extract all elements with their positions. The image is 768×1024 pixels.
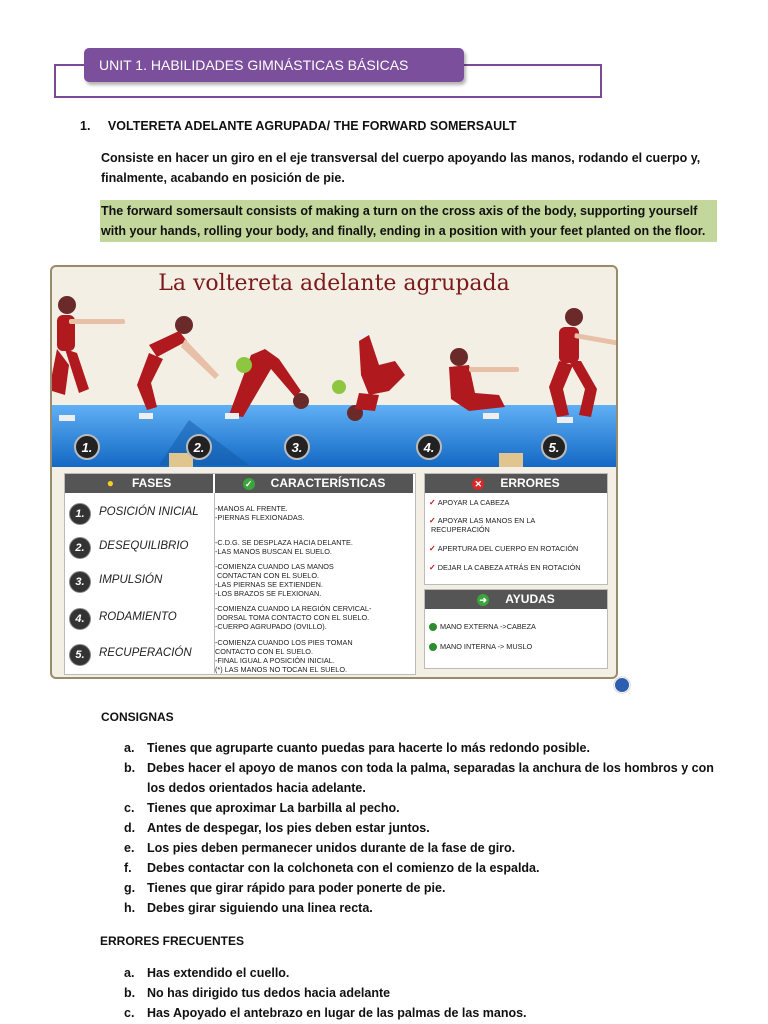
- fases-header: ● FASES: [65, 474, 213, 493]
- list-item: a. Has extendido el cuello.: [124, 966, 290, 980]
- aid-item: MANO EXTERNA ->CABEZA: [429, 622, 536, 631]
- svg-text:1.: 1.: [81, 440, 93, 455]
- list-item: c. Tienes que aproximar La barbilla al pecho.: [124, 801, 400, 815]
- phase-number: 1.: [69, 503, 91, 525]
- consignas-list: [124, 738, 719, 918]
- list-item: g. Tienes que girar rápido para poder ponerte de pie.: [124, 881, 446, 895]
- figure-title: La voltereta adelante agrupada: [158, 271, 510, 296]
- section-heading: [80, 116, 516, 136]
- check-icon: ✓: [429, 498, 436, 507]
- description-spanish: Consiste en hacer un giro en el eje transversal del cuerpo apoyando las manos, rodando el cuerpo y, finalmente, acabando en posición de pie.: [101, 151, 701, 185]
- checkmark-icon: ✓: [243, 478, 255, 490]
- close-icon: ✕: [472, 478, 484, 490]
- list-item: f. Debes contactar con la colchoneta con el comienzo de la espalda.: [124, 861, 540, 875]
- phase-name: IMPULSIÓN: [99, 574, 163, 586]
- phase-characteristics-3: -COMIENZA CUANDO LAS MANOS CONTACTAN CON EL SUELO. -LAS PIERNAS SE EXTIENDEN. -LOS BRAZOS SE FLEXIONAN.: [215, 562, 334, 598]
- caracteristicas-header: ✓ CARACTERÍSTICAS: [215, 474, 413, 493]
- check-icon: ✓: [429, 544, 436, 553]
- step-badge-3: [285, 435, 309, 459]
- error-item: ✓ APOYAR LAS MANOS EN LA RECUPERACIÓN: [429, 516, 536, 534]
- errores-frecuentes-list: [124, 963, 719, 1023]
- svg-text:4.: 4.: [423, 440, 435, 455]
- lightbulb-icon: ●: [106, 476, 114, 490]
- phases-table: [64, 473, 416, 675]
- list-item: d. Antes de despegar, los pies deben estar juntos.: [124, 821, 430, 835]
- arrow-icon: [429, 623, 437, 631]
- ayudas-header: ➜ AYUDAS: [425, 590, 607, 609]
- phase-number: 3.: [69, 571, 91, 593]
- error-item: ✓ APERTURA DEL CUERPO EN ROTACIÓN: [429, 544, 579, 553]
- phase-number: 4.: [69, 608, 91, 630]
- phase-row-3: [65, 564, 213, 600]
- step-badge-5: [542, 435, 566, 459]
- phase-row-1: [65, 496, 213, 532]
- mat: [50, 405, 618, 467]
- phase-name: DESEQUILIBRIO: [99, 540, 189, 552]
- block: [499, 453, 523, 467]
- list-item: e. Los pies deben permanecer unidos durante de la fase de giro.: [124, 841, 516, 855]
- somersault-sequence-illustration: [50, 295, 618, 475]
- phase-characteristics-4: -COMIENZA CUANDO LA REGIÓN CERVICAL- DORSAL TOMA CONTACTO CON EL SUELO. -CUERPO AGRUPADO (OVILLO).: [215, 604, 372, 631]
- phase-number: 2.: [69, 537, 91, 559]
- check-icon: ✓: [429, 563, 436, 572]
- aid-item: MANO INTERNA -> MUSLO: [429, 642, 532, 651]
- phase-characteristics-5: -COMIENZA CUANDO LOS PIES TOMAN CONTACTO CON EL SUELO. -FINAL IGUAL A POSICIÓN INICIAL. (*) LAS MANOS NO TOCAN EL SUELO.: [215, 638, 353, 674]
- consignas-heading: CONSIGNAS: [101, 710, 174, 724]
- svg-text:3.: 3.: [291, 440, 303, 455]
- phase-number: 5.: [69, 644, 91, 666]
- errores-frecuentes-heading: ERRORES FRECUENTES: [100, 934, 245, 948]
- error-item: ✓ APOYAR LA CABEZA: [429, 498, 510, 507]
- somersault-figure: [50, 265, 618, 679]
- svg-text:2.: 2.: [193, 440, 205, 455]
- phase-row-4: [65, 601, 213, 637]
- list-item: b. No has dirigido tus dedos hacia adelante: [124, 986, 391, 1000]
- phase-characteristics-1: -MANOS AL FRENTE. -PIERNAS FLEXIONADAS.: [215, 504, 305, 522]
- phase-row-2: [65, 530, 213, 566]
- phase-name: POSICIÓN INICIAL: [99, 506, 199, 518]
- list-item: c. Has Apoyado el antebrazo en lugar de las palmas de las manos.: [124, 1006, 527, 1020]
- unit-title: UNIT 1. HABILIDADES GIMNÁSTICAS BÁSICAS: [84, 48, 464, 82]
- list-item: h. Debes girar siguiendo una linea recta.: [124, 901, 373, 915]
- gymnast-step-2: [137, 316, 219, 419]
- error-item: ✓ DEJAR LA CABEZA ATRÁS EN ROTACIÓN: [429, 563, 581, 572]
- aids-panel: [424, 589, 608, 669]
- phase-characteristics-2: -C.D.G. SE DESPLAZA HACIA DELANTE. -LAS MANOS BUSCAN EL SUELO.: [215, 538, 353, 556]
- list-item: b. Debes hacer el apoyo de manos con toda la palma, separadas la anchura de los hombros y con los dedos orientados hacia adelante.: [124, 761, 714, 795]
- phase-name: RODAMIENTO: [99, 611, 177, 623]
- description-english: The forward somersault consists of making a turn on the cross axis of the body, supporting yourself with your hands, rolling your body, and finally, ending in a position with your feet planted on the floor.: [100, 200, 717, 242]
- step-badge-4: [417, 435, 441, 459]
- phase-name: RECUPERACIÓN: [99, 647, 192, 659]
- arrow-right-icon: ➜: [477, 594, 489, 606]
- arrow-icon: [429, 643, 437, 651]
- gymnast-step-1: [50, 296, 125, 421]
- errors-panel: [424, 473, 608, 585]
- list-item: a. Tienes que agruparte cuanto puedas para hacerte lo más redondo posible.: [124, 741, 590, 755]
- section-title: VOLTERETA ADELANTE AGRUPADA/ THE FORWARD SOMERSAULT: [107, 119, 517, 133]
- errores-header: ✕ ERRORES: [425, 474, 607, 493]
- step-badge-1: [75, 435, 99, 459]
- check-icon: ✓: [429, 516, 436, 525]
- svg-text:5.: 5.: [548, 440, 560, 455]
- section-number: 1.: [80, 119, 91, 133]
- phase-row-5: [65, 637, 213, 673]
- replay-icon[interactable]: [614, 677, 630, 693]
- step-badge-2: [187, 435, 211, 459]
